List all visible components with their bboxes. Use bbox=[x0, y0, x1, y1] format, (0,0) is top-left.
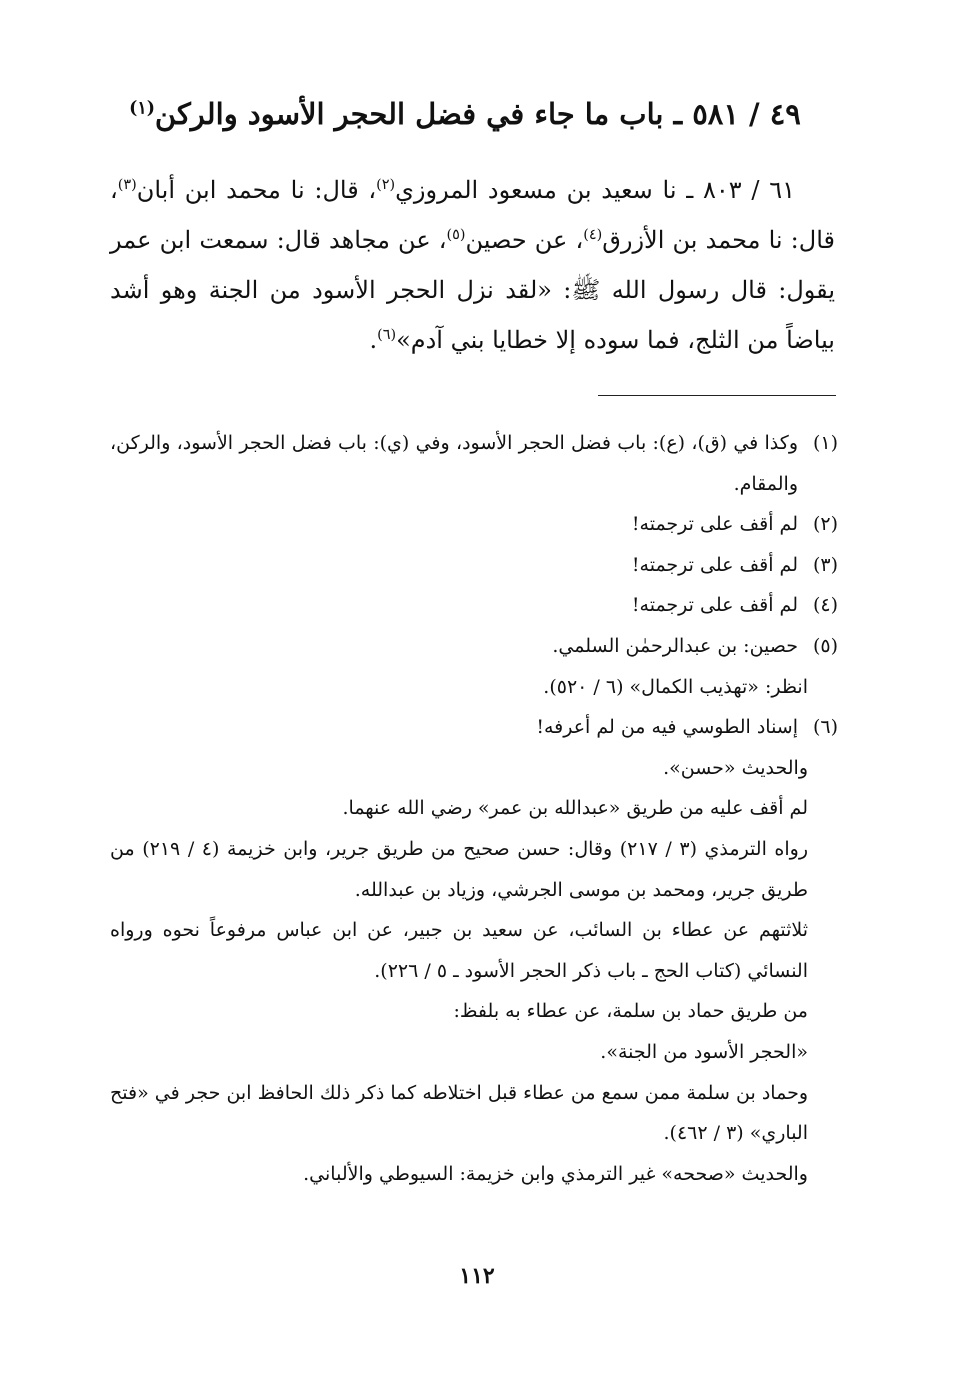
footnote-text: وكذا في (ق)، (ع): باب فضل الحجر الأسود، وفي (ي): باب فضل الحجر الأسود، والركن، والمقام. bbox=[110, 432, 798, 495]
hadith-paragraph bbox=[110, 165, 835, 365]
hadith-text-part: ، قال: نا محمد ابن أبان bbox=[136, 176, 377, 204]
footnote-text: لم أقف على ترجمته! bbox=[631, 594, 798, 617]
footnote-4 bbox=[110, 585, 838, 626]
footnote-number: (١) bbox=[812, 432, 838, 454]
footnote-3 bbox=[110, 545, 838, 586]
footnote-ref: (٤) bbox=[583, 227, 603, 243]
footnote-separator bbox=[598, 395, 836, 396]
footnote-continuation: انظر: «تهذيب الكمال» (٦ / ٥٢٠). bbox=[543, 675, 808, 698]
footnote-number: (٤) bbox=[812, 594, 838, 617]
chapter-heading bbox=[110, 92, 820, 136]
hadith-text-part: ٦١ / ٨٠٣ ـ نا سعيد بن مسعود المروزي bbox=[395, 176, 796, 204]
page-number: ١١٢ bbox=[459, 1263, 495, 1289]
footnote-1 bbox=[110, 423, 838, 504]
hadith-text-part: ، قال: نا محمد بن الأزرق bbox=[110, 176, 835, 254]
heading-footnote-ref: (١) bbox=[129, 98, 155, 119]
footnote-number: (٣) bbox=[812, 553, 838, 576]
hadith-text-part: ، عن حصين bbox=[465, 226, 584, 254]
footnote-5 bbox=[110, 626, 838, 667]
footnote-continuation: من طريق حماد بن سلمة، عن عطاء به بلفظ: bbox=[453, 1000, 808, 1023]
hadith-text bbox=[110, 165, 835, 365]
hadith-text-part: . bbox=[369, 326, 378, 354]
footnote-text: لم أقف على ترجمته! bbox=[631, 553, 798, 576]
footnote-ref: (٢) bbox=[376, 177, 396, 193]
footnote-6 bbox=[110, 707, 838, 748]
footnote-continuation: لم أقف عليه من طريق «عبدالله بن عمر» رضي الله عنهما. bbox=[342, 797, 808, 820]
footnote-2 bbox=[110, 504, 838, 545]
footnote-ref: (٦) bbox=[377, 327, 397, 343]
chapter-heading-text: ٤٩ / ٥٨١ ـ باب ما جاء في فضل الحجر الأسود والركن bbox=[154, 97, 801, 131]
hadith-text-part: ، عن مجاهد قال: سمعت ابن عمر يقول: قال رسول الله ﷺ: «لقد نزل الحجر الأسود من الجنة وهو أشد بياضاً من الثلج، فما سوده إلا خطايا بني آدم» bbox=[110, 226, 835, 354]
footnote-number: (٦) bbox=[812, 716, 838, 739]
footnote-continuation: «الحجر الأسود من الجنة». bbox=[600, 1040, 808, 1063]
footnote-number: (٢) bbox=[812, 513, 838, 536]
footnote-text: حصين: بن عبدالرحمٰن السلمي. bbox=[552, 634, 798, 657]
footnote-continuation: والحديث «حسن». bbox=[663, 756, 808, 779]
footnote-number: (٥) bbox=[812, 634, 838, 657]
footnote-continuation: ثلاثتهم عن عطاء بن السائب، عن سعيد بن جبير، عن ابن عباس مرفوعاً نحوه ورواه النسائي (كتاب الحج ـ باب ذكر الحجر الأسود ـ ٥ / ٢٢٦). bbox=[110, 919, 808, 982]
footnote-ref: (٣) bbox=[117, 177, 137, 193]
footnote-continuation: والحديث «صححه» غير الترمذي وابن خزيمة: السيوطي والألباني. bbox=[303, 1162, 808, 1185]
footnote-text: لم أقف على ترجمته! bbox=[631, 513, 798, 536]
footnote-ref: (٥) bbox=[446, 227, 466, 243]
footnote-continuation: وحماد بن سلمة ممن سمع من عطاء قبل اختلاطه كما ذكر ذلك الحافظ ابن حجر في «فتح الباري» (٣ / ٤٦٢). bbox=[110, 1081, 808, 1145]
footnote-text: إسناد الطوسي فيه من لم أعرفه! bbox=[536, 716, 798, 739]
footnotes bbox=[110, 423, 838, 1194]
footnote-continuation: رواه الترمذي (٣ / ٢١٧) وقال: حسن صحيح من طريق جرير، وابن خزيمة (٤ / ٢١٩) من طريق جرير، ومحمد بن موسى الجرشي، وزياد بن عبدالله. bbox=[110, 837, 809, 901]
